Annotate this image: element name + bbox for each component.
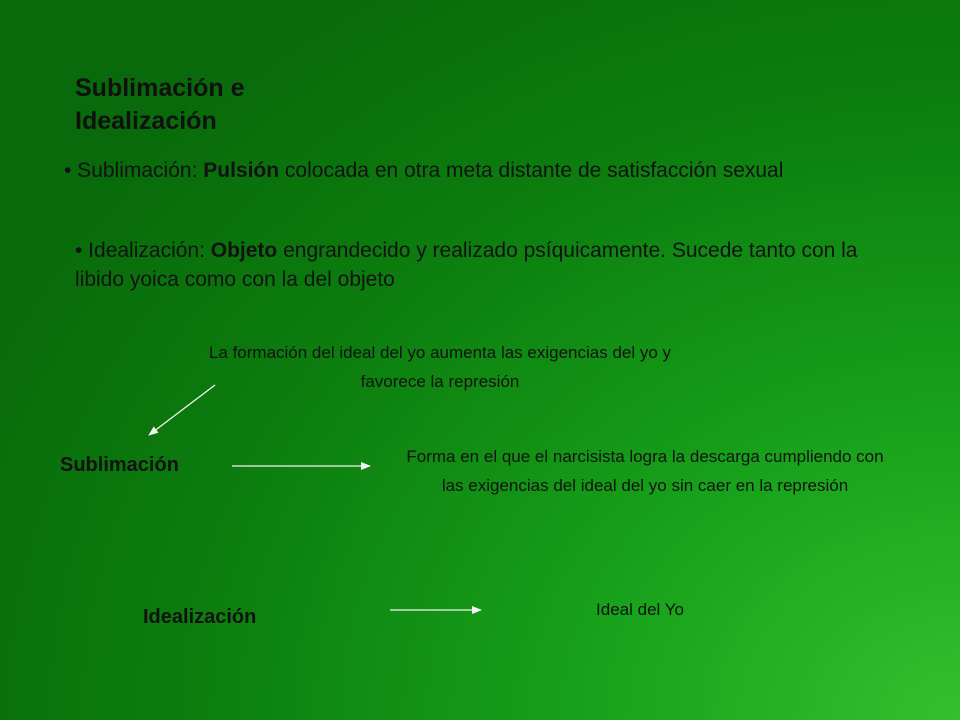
bullet-sublimacion-keyword: Pulsión <box>203 159 280 182</box>
bullet-sublimacion-prefix: • Sublimación: <box>64 159 204 182</box>
ideal-formation-note: La formación del ideal del yo aumenta las exigencias del yo y favorece la represión <box>208 343 672 391</box>
bullet-idealizacion-prefix: • Idealización: <box>75 239 211 262</box>
idealizacion-label: Idealización <box>143 606 257 628</box>
bullet-sublimacion-text: colocada en otra meta distante de satisfacción sexual <box>279 159 784 182</box>
note-to-sublimacion-arrow <box>149 385 215 435</box>
idealizacion-description: Ideal del Yo <box>596 600 684 619</box>
bullet-idealizacion-text: engrandecido y realizado psíquicamente. Sucede tanto con la libido yoica como con la del objeto <box>75 239 858 291</box>
bullet-idealizacion-keyword: Objeto <box>210 239 278 262</box>
sublimacion-description: Forma en el que el narcisista logra la descarga cumpliendo con las exigencias del ideal del yo sin caer en la represión <box>406 447 884 495</box>
title-line-2: Idealización <box>75 107 217 135</box>
sublimacion-label: Sublimación <box>60 454 179 476</box>
title-line-1: Sublimación e <box>75 74 245 102</box>
